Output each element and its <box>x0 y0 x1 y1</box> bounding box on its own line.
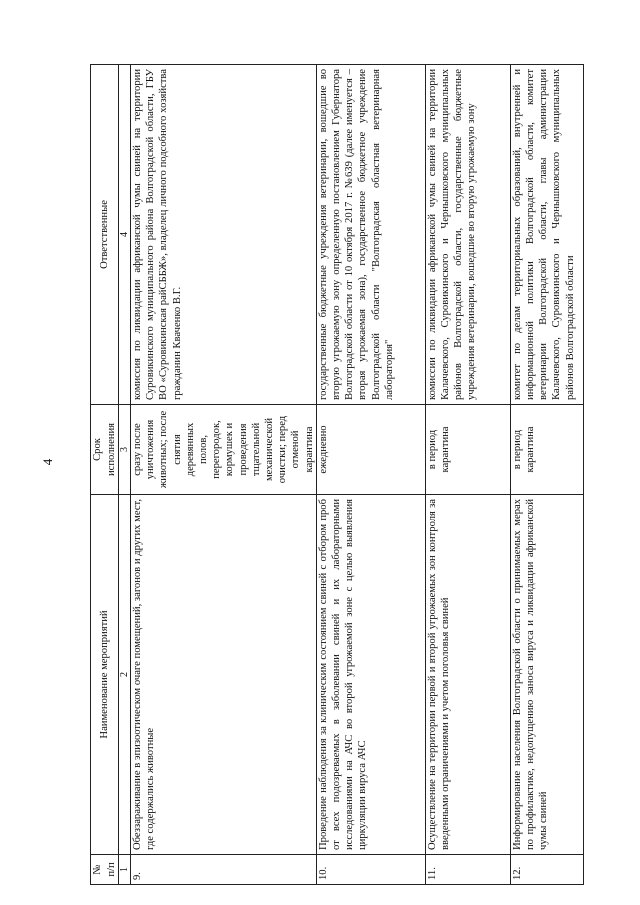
measure-responsible: государственные бюджетные учреждения ветеринарии, вошедшие во вторую угрожаемую зону определенную постановлением Губернатора Волгоградской области от 10 октября 2017 г. №639 (далее именуется – вторая угрожаемая зона), государственное бюджетное учреждение Волгоградской области "Волгоградская областная ветеринарная лаборатория" <box>316 65 425 405</box>
measure-name: Обеззараживание в эпизоотическом очаге помещений, загонов и других мест, где содержались животные <box>131 495 317 855</box>
measure-responsible: комиссии по ликвидации африканской чумы свиней на территории Калачевского, Суровикинского и Чернышковского муниципальных районов Волгоградской области, государственные бюджетные учреждения ветеринарии, вошедшие во вторую угрожаемую зону <box>425 65 510 405</box>
header-row <box>91 65 119 885</box>
row-number: 12. <box>510 855 583 885</box>
row-number: 9. <box>131 855 317 885</box>
header-term: Срок исполнения <box>91 405 119 495</box>
table-row <box>510 65 583 885</box>
column-number: 1 <box>119 855 131 885</box>
header-responsible: Ответственные <box>91 65 119 405</box>
table-row <box>131 65 317 885</box>
measure-name: Проведение наблюдения за клиническим состоянием свиней с отбором проб от всех подозреваемых в заболевании свиней и их лабораторными исследованиями на АЧС во второй угрожаемой зоне с целью выявления циркуляции вируса АЧС <box>316 495 425 855</box>
column-number: 2 <box>119 495 131 855</box>
row-number: 10. <box>316 855 425 885</box>
page-number: 4 <box>40 458 55 466</box>
measure-term: сразу после уничтожения животных; после снятия деревянных полов, перегородок, кормушек и проведения тщательной механической очистки; перед отменой карантина <box>131 405 317 495</box>
table-wrapper <box>90 65 576 885</box>
measures-table <box>90 64 584 885</box>
table-row <box>425 65 510 885</box>
measure-term: ежедневно <box>316 405 425 495</box>
measure-name: Информирование населения Волгоградской области о принимаемых мерах по профилактике, недопущению заноса вируса и ликвидации африканской чумы свиней <box>510 495 583 855</box>
row-number: 11. <box>425 855 510 885</box>
header-number: № п/п <box>91 855 119 885</box>
rotated-table-area <box>90 65 576 885</box>
measure-responsible: комиссия по ликвидации африканской чумы свиней на территории Суровикинского муниципального района Волгоградской области, ГБУ ВО «Суровикинская райСББЖ», владелец личного подсобного хозяйства гражданин Кваченко В.Г. <box>131 65 317 405</box>
measure-name: Осуществление на территории первой и второй угрожаемых зон контроля за введенными ограничениями и учетом поголовья свиней <box>425 495 510 855</box>
column-number-row <box>119 65 131 885</box>
header-name: Наименование мероприятий <box>91 495 119 855</box>
table-row <box>316 65 425 885</box>
column-number: 4 <box>119 65 131 405</box>
column-number: 3 <box>119 405 131 495</box>
measure-term: в период карантина <box>510 405 583 495</box>
measure-responsible: комитет по делам территориальных образований, внутренней и информационной политики Волгоградской области, комитет ветеринарии Волгоградской области, главы администрации Калачевского, Суровикинского и Чернышковского муниципальных районов Волгоградской области <box>510 65 583 405</box>
measure-term: в период карантина <box>425 405 510 495</box>
